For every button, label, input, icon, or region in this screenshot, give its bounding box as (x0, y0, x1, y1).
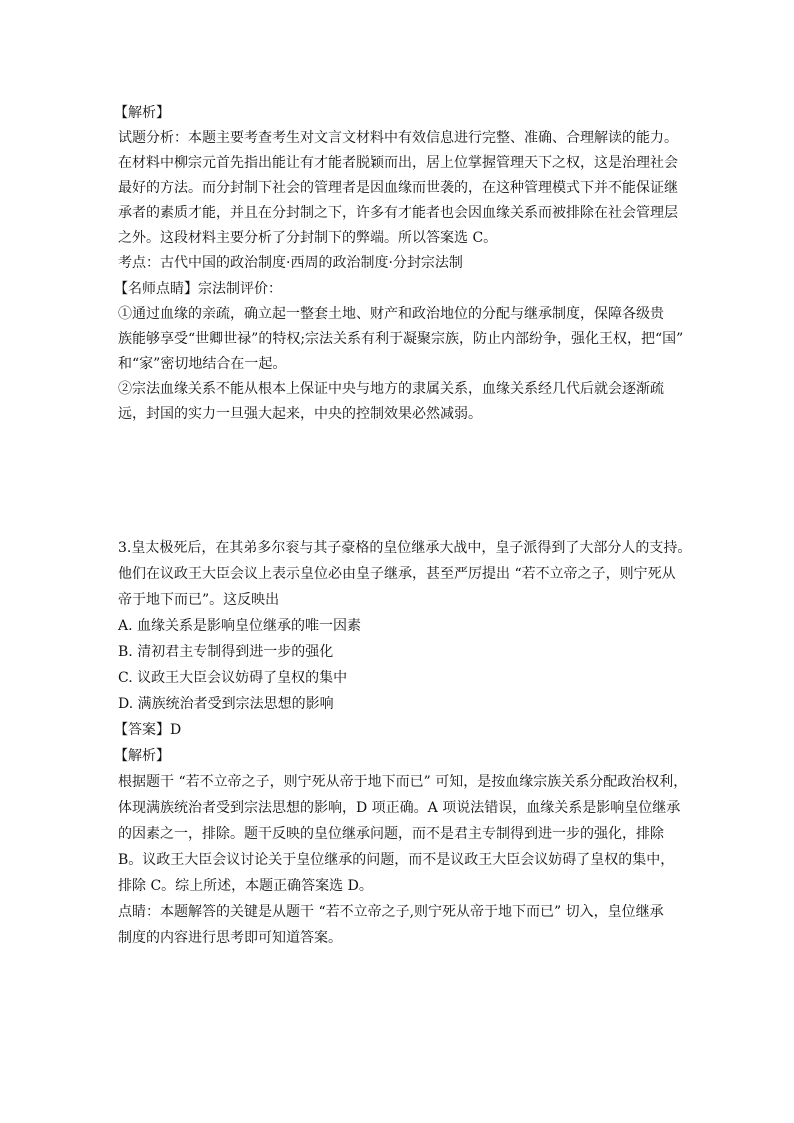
point2-line: ②宗法血缘关系不能从根本上保证中央与地方的隶属关系，血缘关系经几代后就会逐渐疏 (118, 381, 664, 397)
question-stem-line: 他们在议政王大臣会议上表示皇位必由皇子继承，甚至严厉提出 “若不立帝之子，则宁死从 (118, 566, 676, 582)
question-stem-line: 帝于地下而已”。这反映出 (118, 592, 280, 608)
dianjing-line: 点睛：本题解答的关键是从题干 “若不立帝之子,则宁死从帝于地下而已” 切入，皇位继承 (118, 904, 664, 920)
analysis-line: 排除 C。综上所述，本题正确答案选 D。 (118, 878, 373, 894)
analysis-section-1 (114, 100, 684, 427)
analysis-line: 体现满族统治者受到宗法思想的影响，D 项正确。A 项说法错误，血缘关系是影响皇位继承 (118, 800, 681, 816)
analysis-line: B。议政王大臣会议讨论关于皇位继承的问题，而不是议政王大臣会议妨碍了皇权的集中， (118, 852, 675, 868)
option-d: D. 满族统治者受到宗法思想的影响 (118, 696, 334, 712)
point1-line: ①通过血缘的亲疏，确立起一整套土地、财产和政治地位的分配与继承制度，保障各级贵 (118, 306, 664, 322)
option-c: C. 议政王大臣会议妨碍了皇权的集中 (118, 670, 348, 686)
answer-line: 【答案】D (114, 722, 182, 738)
point1-line: 族能够享受“世卿世禄”的特权;宗法关系有利于凝聚宗族，防止内部纷争，强化王权，把“国” (118, 331, 684, 347)
analysis-line: 根据题干 “若不立帝之子，则宁死从帝于地下而已” 可知，是按血缘宗族关系分配政治权利， (118, 774, 688, 790)
kaodian-line: 考点：古代中国的政治制度·西周的政治制度·分封宗法制 (118, 255, 463, 271)
option-b: B. 清初君主专制得到进一步的强化 (118, 644, 334, 660)
analysis-line: 试题分析：本题主要考查考生对文言文材料中有效信息进行完整、准确、合理解读的能力。 (118, 130, 678, 146)
option-a: A. 血缘关系是影响皇位继承的唯一因素 (118, 618, 362, 634)
analysis-line: 最好的方法。而分封制下社会的管理者是因血缘而世袭的，在这种管理模式下并不能保证继 (118, 180, 678, 196)
analysis-heading: 【解析】 (114, 748, 170, 764)
analysis-line: 之外。这段材料主要分析了分封制下的弊端。所以答案选 C。 (118, 230, 498, 246)
question-stem-line: 3.皇太极死后，在其弟多尔衮与其子豪格的皇位继承大战中，皇子派得到了大部分人的支持。 (118, 540, 692, 556)
question-3 (114, 535, 692, 951)
analysis-line: 承者的素质才能，并且在分封制之下，许多有才能者也会因血缘关系而被排除在社会管理层 (118, 205, 678, 221)
dianjing-line: 制度的内容进行思考即可知道答案。 (118, 930, 342, 946)
point1-line: 和“家”密切地结合在一起。 (118, 356, 287, 372)
analysis-line: 的因素之一，排除。题干反映的皇位继承问题，而不是君主专制得到进一步的强化，排除 (118, 826, 664, 842)
analysis-line: 在材料中柳宗元首先指出能让有才能者脱颖而出，居上位掌握管理天下之权，这是治理社会 (118, 155, 678, 171)
point2-line: 远，封国的实力一旦强大起来，中央的控制效果必然减弱。 (118, 406, 482, 422)
analysis-heading: 【解析】 (114, 105, 170, 121)
mingshi-heading: 【名师点睛】宗法制评价： (114, 281, 282, 297)
